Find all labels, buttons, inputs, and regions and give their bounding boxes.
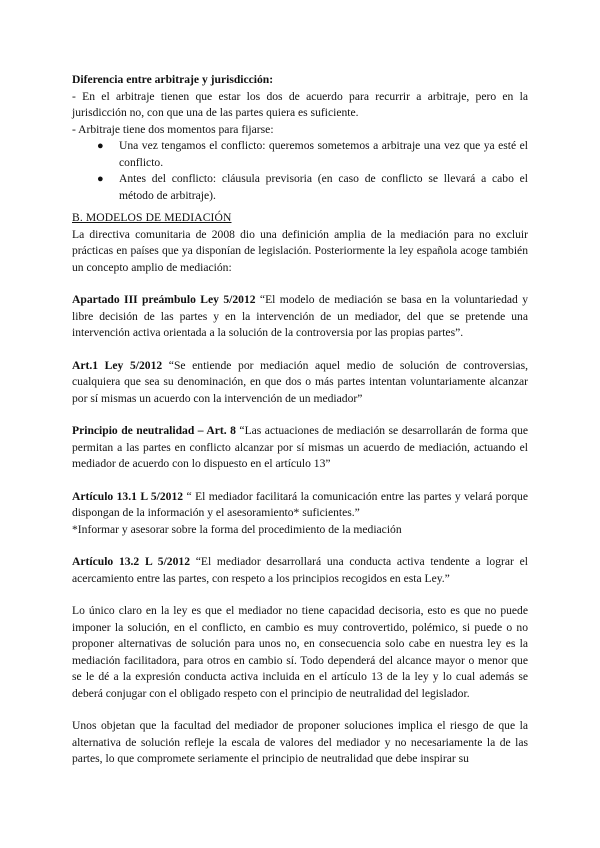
citation-label: Artículo 13.2 L 5/2012 — [72, 555, 190, 568]
spacer — [72, 342, 528, 358]
citation-label: Principio de neutralidad – Art. 8 — [72, 424, 236, 437]
citation-block — [72, 423, 528, 473]
section-title-arbitraje: Diferencia entre arbitraje y jurisdicción: — [72, 73, 274, 86]
citation-block — [72, 489, 528, 539]
arbitration-section — [72, 72, 528, 204]
spacer — [72, 276, 528, 292]
spacer — [72, 587, 528, 603]
spacer — [72, 702, 528, 718]
citation-note: *Informar y asesorar sobre la forma del procedimiento de la mediación — [72, 522, 402, 536]
citation-paragraph — [72, 423, 528, 473]
citation-text: “El modelo de mediación se basa en la voluntariedad y libre decisión de las partes y en la intervención de un mediador, del que se pretende una intervención activa orientada a la solución de la controversia por las propias partes”. — [72, 293, 528, 339]
citation-block — [72, 292, 528, 342]
mediation-models-section — [72, 210, 528, 276]
citation-text: “Las actuaciones de mediación se desarrollarán de forma que permitan a las partes en conflicto alcanzar por sí mismas un acuerdo de mediación, actuando el mediador de acuerdo con lo dispuesto en el artículo 13” — [72, 424, 529, 470]
citation-paragraph — [72, 554, 528, 587]
body-paragraph-block — [72, 718, 528, 768]
text-line-agreement: - En el arbitraje tienen que estar los dos de acuerdo para recurrir a arbitraje, pero en la jurisdicción no, con que una de las partes quiera es suficiente. — [72, 89, 528, 119]
citation-paragraph — [72, 292, 528, 342]
citation-paragraph — [72, 358, 528, 408]
body-paragraph-block — [72, 603, 528, 702]
bullet-icon: ● — [97, 173, 104, 185]
citation-label: Artículo 13.1 L 5/2012 — [72, 489, 184, 503]
body-paragraph: Unos objetan que la facultad del mediador de proponer soluciones implica el riesgo de que la alternativa de solución refleje la escala de valores del mediador y no necesariamente la de las partes, lo que compromete seriamente el principio de neutralidad que debe inspirar su — [72, 719, 528, 765]
bullet-list — [72, 138, 528, 204]
list-item — [97, 138, 528, 171]
spacer — [72, 538, 528, 554]
citation-text: “ El mediador facilitará la comunicación entre las partes y velará porque dispongan de la información y el asesoramiento* suficientes.” — [72, 489, 529, 519]
citation-block — [72, 358, 528, 408]
intro-paragraph: La directiva comunitaria de 2008 dio una definición amplia de la mediación para no excluir prácticas en países que ya disponían de legislación. Posteriormente la ley española acoge también un concepto amplio de mediación: — [72, 227, 528, 274]
list-item — [97, 171, 528, 204]
body-paragraph: Lo único claro en la ley es que el mediador no tiene capacidad decisoria, esto es que no puede imponer la solución, en el conflicto, en cambio es muy controvertido, polémico, si puede o no proponer alternativas de solución para unos no, en consecuencia solo cabe en nuestra ley es la mediación facilitadora, para otros en cambio sí. Todo dependerá del alcance mayor o menor que se le dé a la expresión conducta activa incluida en el artículo 13 de la ley y lo cual además se deberá conjugar con el obligado respeto con el principio de neutralidad del legislador. — [72, 604, 528, 700]
citation-label: Apartado III preámbulo Ley 5/2012 — [72, 293, 256, 306]
citation-text: “El mediador desarrollará una conducta activa tendente a lograr el acercamiento entre las partes, con respeto a los principios recogidos en esta Ley.” — [72, 555, 528, 585]
citation-block — [72, 554, 528, 587]
text-line-moments: - Arbitraje tiene dos momentos para fijarse: — [72, 122, 274, 136]
citation-label: Art.1 Ley 5/2012 — [72, 358, 163, 372]
section-heading: B. MODELOS DE MEDIACIÓN — [72, 211, 232, 224]
spacer — [72, 407, 528, 423]
spacer — [72, 473, 528, 489]
list-item-text: Antes del conflicto: cláusula previsoria (en caso de conflicto se llevará a cabo el método de arbitraje). — [119, 172, 528, 202]
citation-text: “Se entiende por mediación aquel medio de solución de controversias, cualquiera que sea su denominación, en que dos o más partes intentan voluntariamente alcanzar por sí mismas un acuerdo con la intervención de un mediador” — [72, 358, 528, 405]
list-item-text: Una vez tengamos el conflicto: queremos sometemos a arbitraje una vez que ya esté el conflicto. — [119, 139, 528, 169]
bullet-icon: ● — [97, 140, 104, 152]
citation-paragraph — [72, 489, 528, 522]
